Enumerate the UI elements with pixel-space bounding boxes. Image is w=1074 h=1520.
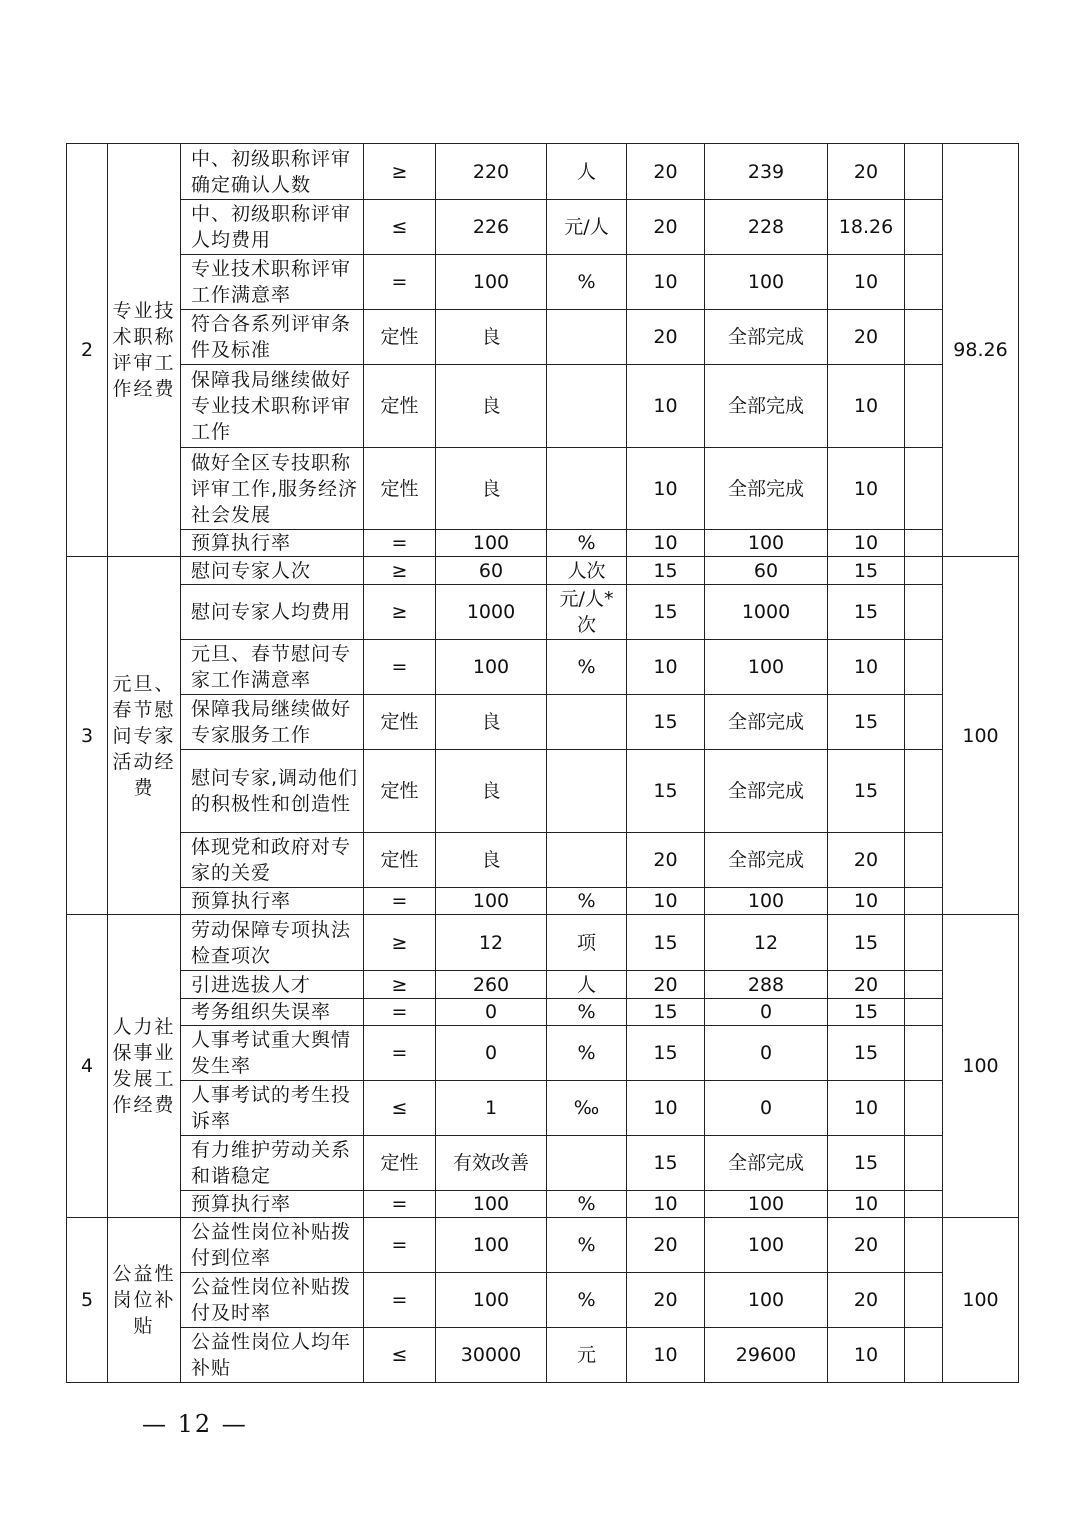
score-cell: 20 (828, 971, 905, 999)
actual-value-cell: 0 (705, 1026, 828, 1081)
operator-cell: 定性 (364, 1136, 436, 1191)
score-cell: 10 (828, 888, 905, 915)
weight-cell: 20 (627, 1218, 705, 1273)
unit-cell: % (547, 1273, 627, 1328)
page-number: — 12 — (142, 1410, 248, 1438)
project-name-cell: 人力社保事业发展工作经费 (108, 915, 181, 1218)
weight-cell: 20 (627, 144, 705, 200)
operator-cell: ≤ (364, 1081, 436, 1136)
score-cell: 20 (828, 310, 905, 365)
score-cell: 10 (828, 255, 905, 310)
table-row (67, 448, 1019, 530)
score-cell: 15 (828, 999, 905, 1026)
blank-cell (905, 557, 943, 585)
operator-cell: ≥ (364, 585, 436, 640)
actual-value-cell: 0 (705, 1081, 828, 1136)
blank-cell (905, 915, 943, 971)
total-score-cell: 100 (943, 915, 1019, 1218)
blank-cell (905, 1191, 943, 1218)
indicator-cell: 引进选拔人才 (181, 971, 364, 999)
unit-cell: 元 (547, 1328, 627, 1383)
score-cell: 18.26 (828, 200, 905, 255)
operator-cell: ≤ (364, 200, 436, 255)
unit-cell: % (547, 255, 627, 310)
score-cell: 10 (828, 365, 905, 448)
indicator-cell: 慰问专家人均费用 (181, 585, 364, 640)
table-row (67, 255, 1019, 310)
target-value-cell: 220 (436, 144, 547, 200)
unit-cell: % (547, 1218, 627, 1273)
operator-cell: ≥ (364, 971, 436, 999)
actual-value-cell: 60 (705, 557, 828, 585)
weight-cell: 20 (627, 310, 705, 365)
actual-value-cell: 全部完成 (705, 833, 828, 888)
operator-cell: = (364, 1191, 436, 1218)
score-cell: 15 (828, 585, 905, 640)
target-value-cell: 30000 (436, 1328, 547, 1383)
table-row (67, 585, 1019, 640)
unit-cell (547, 310, 627, 365)
weight-cell: 10 (627, 1191, 705, 1218)
table-row (67, 557, 1019, 585)
table-row (67, 1191, 1019, 1218)
table-row (67, 1328, 1019, 1383)
target-value-cell: 100 (436, 640, 547, 695)
target-value-cell: 良 (436, 833, 547, 888)
indicator-cell: 公益性岗位补贴拨付到位率 (181, 1218, 364, 1273)
weight-cell: 10 (627, 1081, 705, 1136)
actual-value-cell: 100 (705, 1218, 828, 1273)
weight-cell: 10 (627, 640, 705, 695)
table-row (67, 640, 1019, 695)
actual-value-cell: 全部完成 (705, 695, 828, 750)
blank-cell (905, 1218, 943, 1273)
table-row (67, 1218, 1019, 1273)
target-value-cell: 0 (436, 999, 547, 1026)
actual-value-cell: 288 (705, 971, 828, 999)
indicator-cell: 预算执行率 (181, 1191, 364, 1218)
actual-value-cell: 228 (705, 200, 828, 255)
score-cell: 10 (828, 448, 905, 530)
target-value-cell: 良 (436, 448, 547, 530)
table-row (67, 310, 1019, 365)
table-row (67, 833, 1019, 888)
indicator-cell: 预算执行率 (181, 888, 364, 915)
target-value-cell: 0 (436, 1026, 547, 1081)
total-score-cell: 100 (943, 557, 1019, 915)
sequence-number-cell: 3 (67, 557, 108, 915)
project-name-cell: 元旦、春节慰问专家活动经费 (108, 557, 181, 915)
score-cell: 10 (828, 1081, 905, 1136)
actual-value-cell: 全部完成 (705, 1136, 828, 1191)
indicator-cell: 慰问专家,调动他们的积极性和创造性 (181, 750, 364, 833)
project-name-cell: 专业技术职称评审工作经费 (108, 144, 181, 557)
indicator-cell: 保障我局继续做好专家服务工作 (181, 695, 364, 750)
target-value-cell: 100 (436, 1191, 547, 1218)
score-cell: 15 (828, 750, 905, 833)
blank-cell (905, 971, 943, 999)
indicator-cell: 专业技术职称评审工作满意率 (181, 255, 364, 310)
blank-cell (905, 144, 943, 200)
table-row (67, 1136, 1019, 1191)
blank-cell (905, 448, 943, 530)
table-row (67, 888, 1019, 915)
operator-cell: 定性 (364, 448, 436, 530)
table-row (67, 999, 1019, 1026)
weight-cell: 15 (627, 750, 705, 833)
target-value-cell: 100 (436, 255, 547, 310)
table-row (67, 695, 1019, 750)
weight-cell: 15 (627, 1136, 705, 1191)
indicator-cell: 做好全区专技职称评审工作,服务经济社会发展 (181, 448, 364, 530)
target-value-cell: 1 (436, 1081, 547, 1136)
actual-value-cell: 0 (705, 999, 828, 1026)
operator-cell: = (364, 888, 436, 915)
unit-cell: % (547, 1191, 627, 1218)
blank-cell (905, 200, 943, 255)
blank-cell (905, 1273, 943, 1328)
sequence-number-cell: 5 (67, 1218, 108, 1383)
operator-cell: 定性 (364, 695, 436, 750)
weight-cell: 20 (627, 1273, 705, 1328)
target-value-cell: 100 (436, 1273, 547, 1328)
actual-value-cell: 100 (705, 1273, 828, 1328)
target-value-cell: 有效改善 (436, 1136, 547, 1191)
actual-value-cell: 12 (705, 915, 828, 971)
target-value-cell: 100 (436, 530, 547, 557)
actual-value-cell: 239 (705, 144, 828, 200)
weight-cell: 20 (627, 833, 705, 888)
actual-value-cell: 1000 (705, 585, 828, 640)
table-row (67, 200, 1019, 255)
weight-cell: 10 (627, 530, 705, 557)
target-value-cell: 226 (436, 200, 547, 255)
weight-cell: 10 (627, 448, 705, 530)
unit-cell: % (547, 640, 627, 695)
weight-cell: 10 (627, 255, 705, 310)
blank-cell (905, 530, 943, 557)
indicator-cell: 公益性岗位补贴拨付及时率 (181, 1273, 364, 1328)
indicator-cell: 中、初级职称评审人均费用 (181, 200, 364, 255)
table-row (67, 915, 1019, 971)
blank-cell (905, 1136, 943, 1191)
weight-cell: 10 (627, 365, 705, 448)
table-row (67, 365, 1019, 448)
target-value-cell: 100 (436, 888, 547, 915)
operator-cell: = (364, 640, 436, 695)
operator-cell: ≥ (364, 557, 436, 585)
table-row (67, 1273, 1019, 1328)
score-cell: 20 (828, 1218, 905, 1273)
actual-value-cell: 100 (705, 640, 828, 695)
operator-cell: = (364, 530, 436, 557)
unit-cell: 元/人 (547, 200, 627, 255)
actual-value-cell: 全部完成 (705, 750, 828, 833)
table-row (67, 750, 1019, 833)
blank-cell (905, 1328, 943, 1383)
indicator-cell: 人事考试的考生投诉率 (181, 1081, 364, 1136)
unit-cell: ‰ (547, 1081, 627, 1136)
indicator-cell: 符合各系列评审条件及标准 (181, 310, 364, 365)
score-cell: 10 (828, 1328, 905, 1383)
blank-cell (905, 1026, 943, 1081)
indicator-cell: 人事考试重大舆情发生率 (181, 1026, 364, 1081)
unit-cell: % (547, 1026, 627, 1081)
unit-cell (547, 833, 627, 888)
weight-cell: 20 (627, 971, 705, 999)
unit-cell: 人 (547, 144, 627, 200)
actual-value-cell: 100 (705, 888, 828, 915)
unit-cell: % (547, 888, 627, 915)
target-value-cell: 100 (436, 1218, 547, 1273)
sequence-number-cell: 2 (67, 144, 108, 557)
operator-cell: = (364, 255, 436, 310)
weight-cell: 15 (627, 1026, 705, 1081)
blank-cell (905, 640, 943, 695)
unit-cell (547, 365, 627, 448)
score-cell: 20 (828, 144, 905, 200)
target-value-cell: 60 (436, 557, 547, 585)
score-cell: 15 (828, 695, 905, 750)
table-row (67, 530, 1019, 557)
operator-cell: = (364, 1273, 436, 1328)
score-cell: 10 (828, 640, 905, 695)
score-cell: 10 (828, 530, 905, 557)
actual-value-cell: 100 (705, 255, 828, 310)
unit-cell: % (547, 530, 627, 557)
unit-cell: 人次 (547, 557, 627, 585)
unit-cell (547, 695, 627, 750)
weight-cell: 15 (627, 557, 705, 585)
score-cell: 15 (828, 557, 905, 585)
total-score-cell: 100 (943, 1218, 1019, 1383)
target-value-cell: 良 (436, 695, 547, 750)
score-cell: 15 (828, 1136, 905, 1191)
blank-cell (905, 310, 943, 365)
score-cell: 15 (828, 1026, 905, 1081)
actual-value-cell: 全部完成 (705, 310, 828, 365)
indicator-cell: 有力维护劳动关系和谐稳定 (181, 1136, 364, 1191)
operator-cell: = (364, 1026, 436, 1081)
total-score-cell: 98.26 (943, 144, 1019, 557)
indicator-cell: 慰问专家人次 (181, 557, 364, 585)
blank-cell (905, 750, 943, 833)
blank-cell (905, 255, 943, 310)
table-row (67, 144, 1019, 200)
table-row (67, 1081, 1019, 1136)
operator-cell: ≥ (364, 144, 436, 200)
target-value-cell: 1000 (436, 585, 547, 640)
blank-cell (905, 365, 943, 448)
operator-cell: 定性 (364, 750, 436, 833)
operator-cell: 定性 (364, 365, 436, 448)
project-name-cell: 公益性岗位补贴 (108, 1218, 181, 1383)
weight-cell: 15 (627, 695, 705, 750)
target-value-cell: 良 (436, 310, 547, 365)
blank-cell (905, 833, 943, 888)
indicator-cell: 元旦、春节慰问专家工作满意率 (181, 640, 364, 695)
performance-table (66, 143, 1019, 1383)
weight-cell: 20 (627, 200, 705, 255)
target-value-cell: 12 (436, 915, 547, 971)
blank-cell (905, 695, 943, 750)
table-row (67, 1026, 1019, 1081)
score-cell: 15 (828, 915, 905, 971)
target-value-cell: 良 (436, 750, 547, 833)
sequence-number-cell: 4 (67, 915, 108, 1218)
unit-cell: % (547, 999, 627, 1026)
actual-value-cell: 全部完成 (705, 448, 828, 530)
unit-cell (547, 750, 627, 833)
unit-cell: 项 (547, 915, 627, 971)
score-cell: 20 (828, 1273, 905, 1328)
indicator-cell: 考务组织失误率 (181, 999, 364, 1026)
score-cell: 20 (828, 833, 905, 888)
target-value-cell: 良 (436, 365, 547, 448)
indicator-cell: 劳动保障专项执法检查项次 (181, 915, 364, 971)
blank-cell (905, 585, 943, 640)
operator-cell: = (364, 999, 436, 1026)
unit-cell (547, 1136, 627, 1191)
indicator-cell: 体现党和政府对专家的关爱 (181, 833, 364, 888)
indicator-cell: 公益性岗位人均年补贴 (181, 1328, 364, 1383)
weight-cell: 15 (627, 915, 705, 971)
operator-cell: ≤ (364, 1328, 436, 1383)
weight-cell: 10 (627, 1328, 705, 1383)
table-row (67, 971, 1019, 999)
operator-cell: ≥ (364, 915, 436, 971)
blank-cell (905, 999, 943, 1026)
actual-value-cell: 100 (705, 530, 828, 557)
actual-value-cell: 全部完成 (705, 365, 828, 448)
blank-cell (905, 1081, 943, 1136)
weight-cell: 10 (627, 888, 705, 915)
indicator-cell: 预算执行率 (181, 530, 364, 557)
blank-cell (905, 888, 943, 915)
actual-value-cell: 100 (705, 1191, 828, 1218)
actual-value-cell: 29600 (705, 1328, 828, 1383)
unit-cell: 人 (547, 971, 627, 999)
operator-cell: 定性 (364, 833, 436, 888)
target-value-cell: 260 (436, 971, 547, 999)
weight-cell: 15 (627, 999, 705, 1026)
unit-cell: 元/人*次 (547, 585, 627, 640)
score-cell: 10 (828, 1191, 905, 1218)
operator-cell: 定性 (364, 310, 436, 365)
indicator-cell: 保障我局继续做好专业技术职称评审工作 (181, 365, 364, 448)
operator-cell: = (364, 1218, 436, 1273)
indicator-cell: 中、初级职称评审确定确认人数 (181, 144, 364, 200)
weight-cell: 15 (627, 585, 705, 640)
unit-cell (547, 448, 627, 530)
